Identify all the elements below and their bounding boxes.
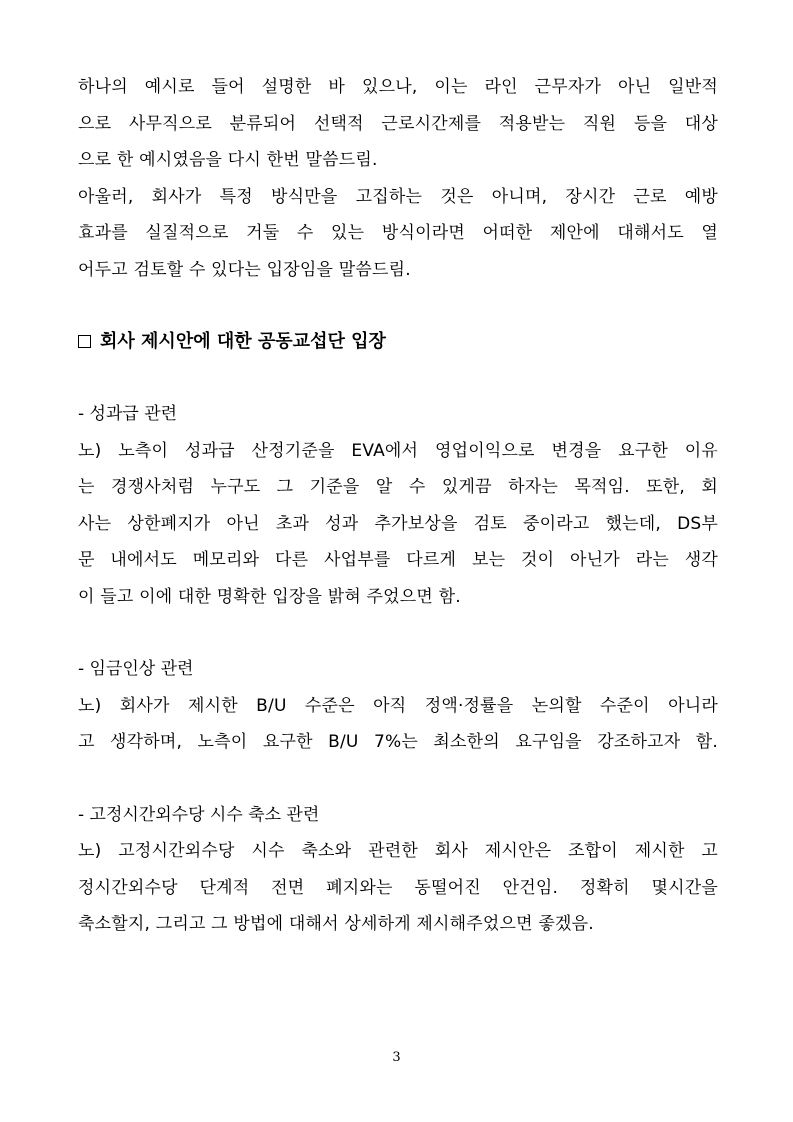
text-line: 문 내에서도 메모리와 다른 사업부를 다르게 보는 것이 아닌가 라는 생각 (78, 550, 718, 570)
text-line: 하나의 예시로 들어 설명한 바 있으나, 이는 라인 근무자가 아닌 일반적 (78, 77, 718, 97)
page-number: 3 (392, 1050, 401, 1065)
text-line: 효과를 실질적으로 거둘 수 있는 방식이라면 어떠한 제안에 대해서도 열 (78, 223, 718, 243)
section-heading (78, 324, 718, 360)
item-paragraph (78, 833, 718, 943)
text-line: 어두고 검토할 수 있다는 입장임을 말씀드림. (78, 259, 411, 280)
section-heading-text: 회사 제시안에 대한 공동교섭단 입장 (100, 331, 386, 352)
intro-paragraph (78, 69, 718, 288)
page-content (78, 69, 718, 943)
spacer (78, 615, 718, 651)
item-title: - 성과급 관련 (78, 404, 178, 424)
item-fixed-overtime (78, 797, 718, 943)
text-line: 고 생각하며, 노측이 요구한 B/U 7%는 최소한의 요구임을 강조하고자 함. (78, 732, 718, 752)
text-line: 노) 노측이 성과급 산정기준을 EVA에서 영업이익으로 변경을 요구한 이유 (78, 440, 718, 461)
text-line: 축소할지, 그리고 그 방법에 대해서 상세하게 제시해주었으면 좋겠음. (78, 914, 594, 934)
text-line: 으로 한 예시였음을 다시 한번 말씀드림. (78, 150, 378, 170)
text-line: 아울러, 회사가 특정 방식만을 고집하는 것은 아니며, 장시간 근로 예방 (78, 186, 718, 207)
item-paragraph (78, 688, 718, 761)
spacer (78, 761, 718, 797)
text-line: 노) 회사가 제시한 B/U 수준은 아직 정액·정률을 논의할 수준이 아니라 (78, 695, 718, 716)
text-line: 사는 상한폐지가 아닌 초과 성과 추가보상을 검토 중이라고 했는데, DS부 (78, 513, 718, 534)
text-line: 정시간외수당 단계적 전면 폐지와는 동떨어진 안건임. 정확히 몇시간을 (78, 877, 718, 898)
spacer (78, 360, 718, 396)
item-paragraph (78, 433, 718, 616)
spacer (78, 288, 718, 324)
text-line: 는 경쟁사처럼 누구도 그 기준을 알 수 있게끔 하자는 목적임. 또한, 회 (78, 477, 718, 497)
item-title: - 고정시간외수당 시수 축소 관련 (78, 804, 320, 825)
checkbox-icon (78, 335, 91, 348)
text-line: 이 들고 이에 대한 명확한 입장을 밝혀 주었으면 함. (78, 586, 461, 607)
text-line: 노) 고정시간외수당 시수 축소와 관련한 회사 제시안은 조합이 제시한 고 (78, 841, 718, 861)
item-title: - 임금인상 관련 (78, 659, 194, 679)
text-line: 으로 사무직으로 분류되어 선택적 근로시간제를 적용받는 직원 등을 대상 (78, 113, 718, 134)
item-performance-bonus (78, 396, 718, 615)
item-wage-increase (78, 651, 718, 761)
